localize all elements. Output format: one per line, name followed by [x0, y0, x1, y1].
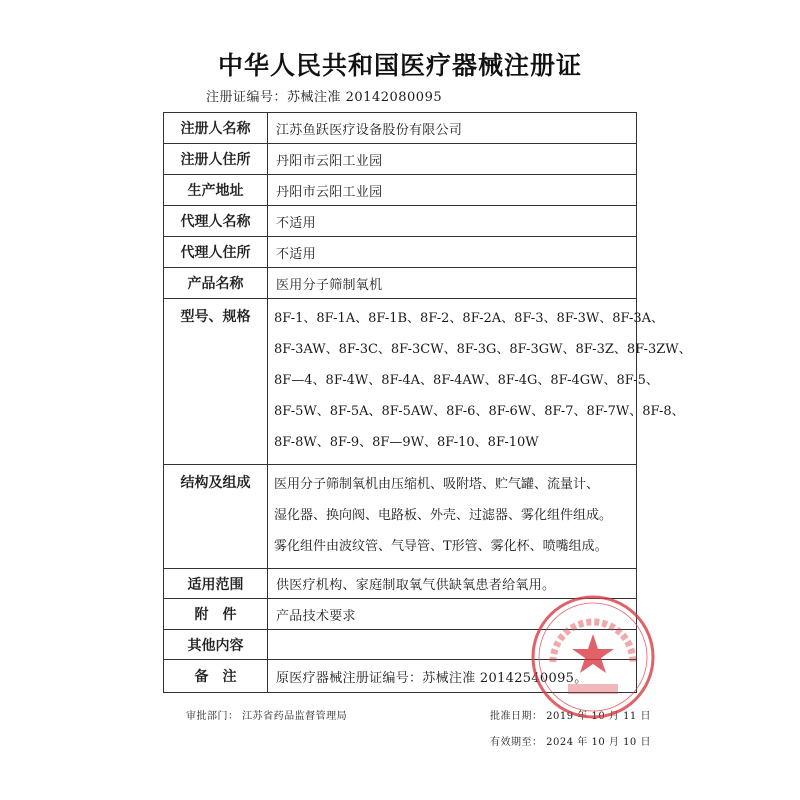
table-row — [164, 237, 637, 268]
registration-number: 注册证编号：苏械注准 20142080095 — [206, 90, 443, 105]
valid-until-date: 有效期至： 2024 年 10 月 10 日 — [490, 737, 651, 748]
row-label: 型号、规格 — [164, 299, 268, 465]
models-line: 8F-5W、8F-5A、8F-5AW、8F-6、8F-6W、8F-7、8F-7W、8F-8、 — [274, 404, 685, 419]
row-label: 备 注 — [164, 660, 268, 693]
structure-cell — [268, 465, 637, 569]
table-row — [164, 268, 637, 299]
models-line: 8F—4、8F-4W、8F-4A、8F-4AW、8F-4G、8F-4GW、8F-5、 — [274, 373, 659, 388]
row-label: 产品名称 — [164, 268, 268, 299]
row-label: 注册人住所 — [164, 144, 268, 175]
models-line: 8F-8W、8F-9、8F—9W、8F-10、8F-10W — [274, 435, 539, 450]
row-label: 其他内容 — [164, 630, 268, 660]
attachment-value: 产品技术要求 — [268, 599, 637, 630]
structure-line: 医用分子筛制氧机由压缩机、吸附塔、贮气罐、流量计、 — [274, 477, 600, 492]
remarks-value: 原医疗器械注册证编号：苏械注准 20142540095。 — [268, 660, 637, 693]
row-label: 注册人名称 — [164, 113, 268, 144]
structure-line: 湿化器、换向阀、电路板、外壳、过滤器、雾化组件组成。 — [274, 508, 613, 523]
table-row — [164, 175, 637, 206]
official-seal-icon — [528, 592, 658, 722]
approval-department: 审批部门： 江苏省药品监督管理局 — [186, 711, 348, 722]
models-line: 8F-3AW、8F-3C、8F-3CW、8F-3G、8F-3GW、8F-3Z、8F-3ZW、 — [274, 342, 692, 357]
structure-line: 雾化组件由波纹管、气导管、T形管、雾化杯、喷嘴组成。 — [274, 539, 608, 554]
table-row — [164, 465, 637, 569]
registrant-address: 丹阳市云阳工业园 — [268, 144, 637, 175]
row-label: 生产地址 — [164, 175, 268, 206]
models-cell — [268, 299, 692, 465]
table-row — [164, 113, 637, 144]
approval-date: 批准日期： 2019 年 10 月 11 日 — [490, 711, 651, 722]
table-row — [164, 206, 637, 237]
production-address: 丹阳市云阳工业园 — [268, 175, 637, 206]
agent-address: 不适用 — [268, 237, 637, 268]
agent-name: 不适用 — [268, 206, 637, 237]
models-line: 8F-1、8F-1A、8F-1B、8F-2、8F-2A、8F-3、8F-3W、8F-3A、 — [274, 311, 665, 326]
scope-value: 供医疗机构、家庭制取氧气供缺氧患者给氧用。 — [268, 569, 637, 599]
table-row — [164, 299, 637, 465]
row-label: 适用范围 — [164, 569, 268, 599]
registrant-name: 江苏鱼跃医疗设备股份有限公司 — [268, 113, 637, 144]
row-label: 附 件 — [164, 599, 268, 630]
product-name: 医用分子筛制氧机 — [268, 268, 637, 299]
table-row — [164, 144, 637, 175]
row-label: 代理人名称 — [164, 206, 268, 237]
row-label: 结构及组成 — [164, 465, 268, 569]
document-title: 中华人民共和国医疗器械注册证 — [217, 51, 582, 80]
row-label: 代理人住所 — [164, 237, 268, 268]
